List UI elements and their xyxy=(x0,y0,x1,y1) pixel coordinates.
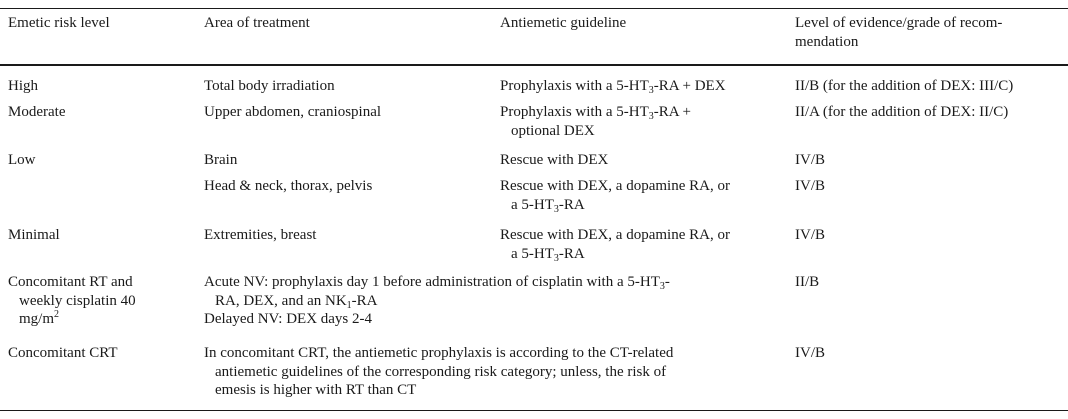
row-minimal-area: Extremities, breast xyxy=(204,227,317,243)
row-minimal-evidence: IV/B xyxy=(795,227,825,243)
header-area: Area of treatment xyxy=(204,15,310,31)
table-bottom-rule xyxy=(0,410,1068,411)
row-moderate-risk: Moderate xyxy=(8,104,66,120)
row-minimal-guideline: Rescue with DEX, a dopamine RA, or a $5-HT_3-RA$ xyxy=(500,227,730,264)
row-moderate-guideline: Prophylaxis with a $5-HT_3-RA$ + optional DEX xyxy=(500,104,691,139)
table-header-rule xyxy=(0,64,1068,66)
row-low-headneck-guideline: Rescue with DEX, a dopamine RA, or a $5-HT_3-RA$ xyxy=(500,178,730,215)
header-evidence-line1: Level of evidence/grade of recom- xyxy=(795,15,1003,31)
row-low-brain-guideline: Rescue with DEX xyxy=(500,152,609,168)
header-guideline: Antiemetic guideline xyxy=(500,15,627,31)
row-moderate-evidence: II/A (for the addition of DEX: II/C) xyxy=(795,104,1009,120)
row-cisplatin-guideline: Acute NV: prophylaxis day 1 before administration of cisplatin with a $5-HT_3-$ RA, DEX, and an $NK_1-RA$ Delayed NV: DEX days 2-4 xyxy=(204,274,670,327)
row-crt-evidence: IV/B xyxy=(795,345,825,361)
row-low-risk: Low xyxy=(8,152,36,168)
row-moderate-area: Upper abdomen, craniospinal xyxy=(204,104,382,120)
row-cisplatin-evidence: II/B xyxy=(795,274,820,290)
row-crt-guideline: In concomitant CRT, the antiemetic prophylaxis is according to the CT-related antiemetic guidelines of the corresponding risk category; unless, the risk of emesis is higher with RT than CT xyxy=(204,345,674,398)
row-crt-risk: Concomitant CRT xyxy=(8,345,118,361)
row-low-headneck-area: Head & neck, thorax, pelvis xyxy=(204,178,373,194)
row-low-headneck-evidence: IV/B xyxy=(795,178,825,194)
row-high-risk: High xyxy=(8,78,38,94)
table-top-rule xyxy=(0,8,1068,9)
header-evidence-line2: mendation xyxy=(795,33,859,50)
row-low-brain-evidence: IV/B xyxy=(795,152,825,168)
header-evidence xyxy=(795,14,1002,51)
row-high-area: Total body irradiation xyxy=(204,78,335,94)
row-minimal-risk: Minimal xyxy=(8,227,60,243)
header-emetic-risk: Emetic risk level xyxy=(8,15,110,31)
row-low-brain-area: Brain xyxy=(204,152,238,168)
row-high-evidence: II/B (for the addition of DEX: III/C) xyxy=(795,78,1014,94)
row-cisplatin-risk: Concomitant RT and weekly cisplatin 40 $mg/m^2$ xyxy=(8,274,136,327)
row-high-guideline: Prophylaxis with a $5-HT_3-RA$ + DEX xyxy=(500,78,726,96)
